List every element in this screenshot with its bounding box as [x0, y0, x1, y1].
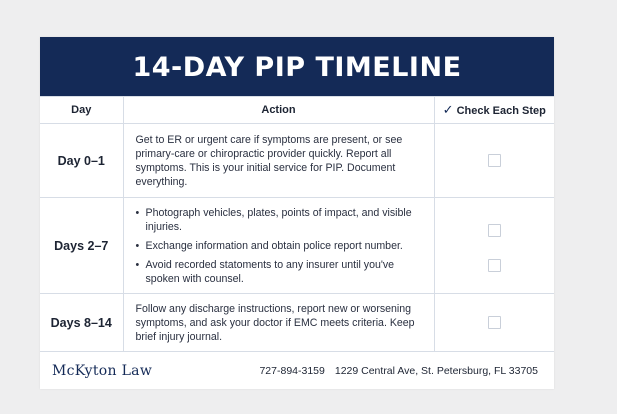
brand-logo: McKyton Law — [52, 363, 153, 379]
list-item — [136, 258, 428, 286]
table-row — [40, 124, 554, 198]
step-checkbox[interactable] — [488, 154, 501, 167]
action-bullet-text: Avoid recorded statoments to any insurer until you've spoken with counsel. — [145, 258, 395, 285]
header-check-label: Check Each Step — [456, 105, 546, 117]
page-title: 14-DAY PIP TIMELINE — [132, 52, 462, 83]
check-cell — [434, 294, 554, 352]
footer — [40, 353, 554, 389]
table-row — [40, 198, 554, 294]
day-label: Days 2–7 — [40, 198, 123, 294]
step-checkbox[interactable] — [488, 224, 501, 237]
action-cell — [123, 198, 434, 294]
title-banner — [40, 37, 554, 96]
action-bullet-text: Exchange information and obtain police report number. — [145, 239, 403, 252]
bullet-icon: • — [135, 206, 140, 219]
header-action: Action — [123, 97, 434, 124]
table-header-row — [40, 97, 554, 124]
list-item — [136, 206, 428, 234]
action-cell — [123, 294, 434, 352]
day-label: Day 0–1 — [40, 124, 123, 198]
step-checkbox[interactable] — [488, 259, 501, 272]
action-text: Get to ER or urgent care if symptoms are present, or see primary-care or chiropractic provider quickly. Report all symptoms. This is your initial service for PIP. Document everything. — [135, 133, 403, 188]
action-cell — [123, 124, 434, 198]
timeline-table — [40, 96, 554, 352]
check-cell — [434, 124, 554, 198]
action-text: Follow any discharge instructions, report new or worsening symptoms, and ask your doctor if EMC meets criteria. Keep brief injury journal. — [135, 302, 415, 343]
header-check — [434, 97, 554, 124]
contact-info — [259, 365, 538, 377]
header-day: Day — [40, 97, 123, 124]
action-bullet-text: Photograph vehicles, plates, points of impact, and visible injuries. — [145, 206, 412, 233]
checkmark-icon: ✓ — [442, 102, 454, 117]
timeline-card — [40, 37, 554, 389]
check-cell — [434, 198, 554, 294]
bullet-icon: • — [135, 258, 140, 271]
bullet-icon: • — [135, 239, 140, 252]
phone-number: 727-894-3159 — [259, 365, 325, 377]
table-row — [40, 294, 554, 352]
address: 1229 Central Ave, St. Petersburg, FL 33705 — [334, 365, 538, 377]
day-label: Days 8–14 — [40, 294, 123, 352]
step-checkbox[interactable] — [488, 316, 501, 329]
list-item — [136, 239, 428, 253]
